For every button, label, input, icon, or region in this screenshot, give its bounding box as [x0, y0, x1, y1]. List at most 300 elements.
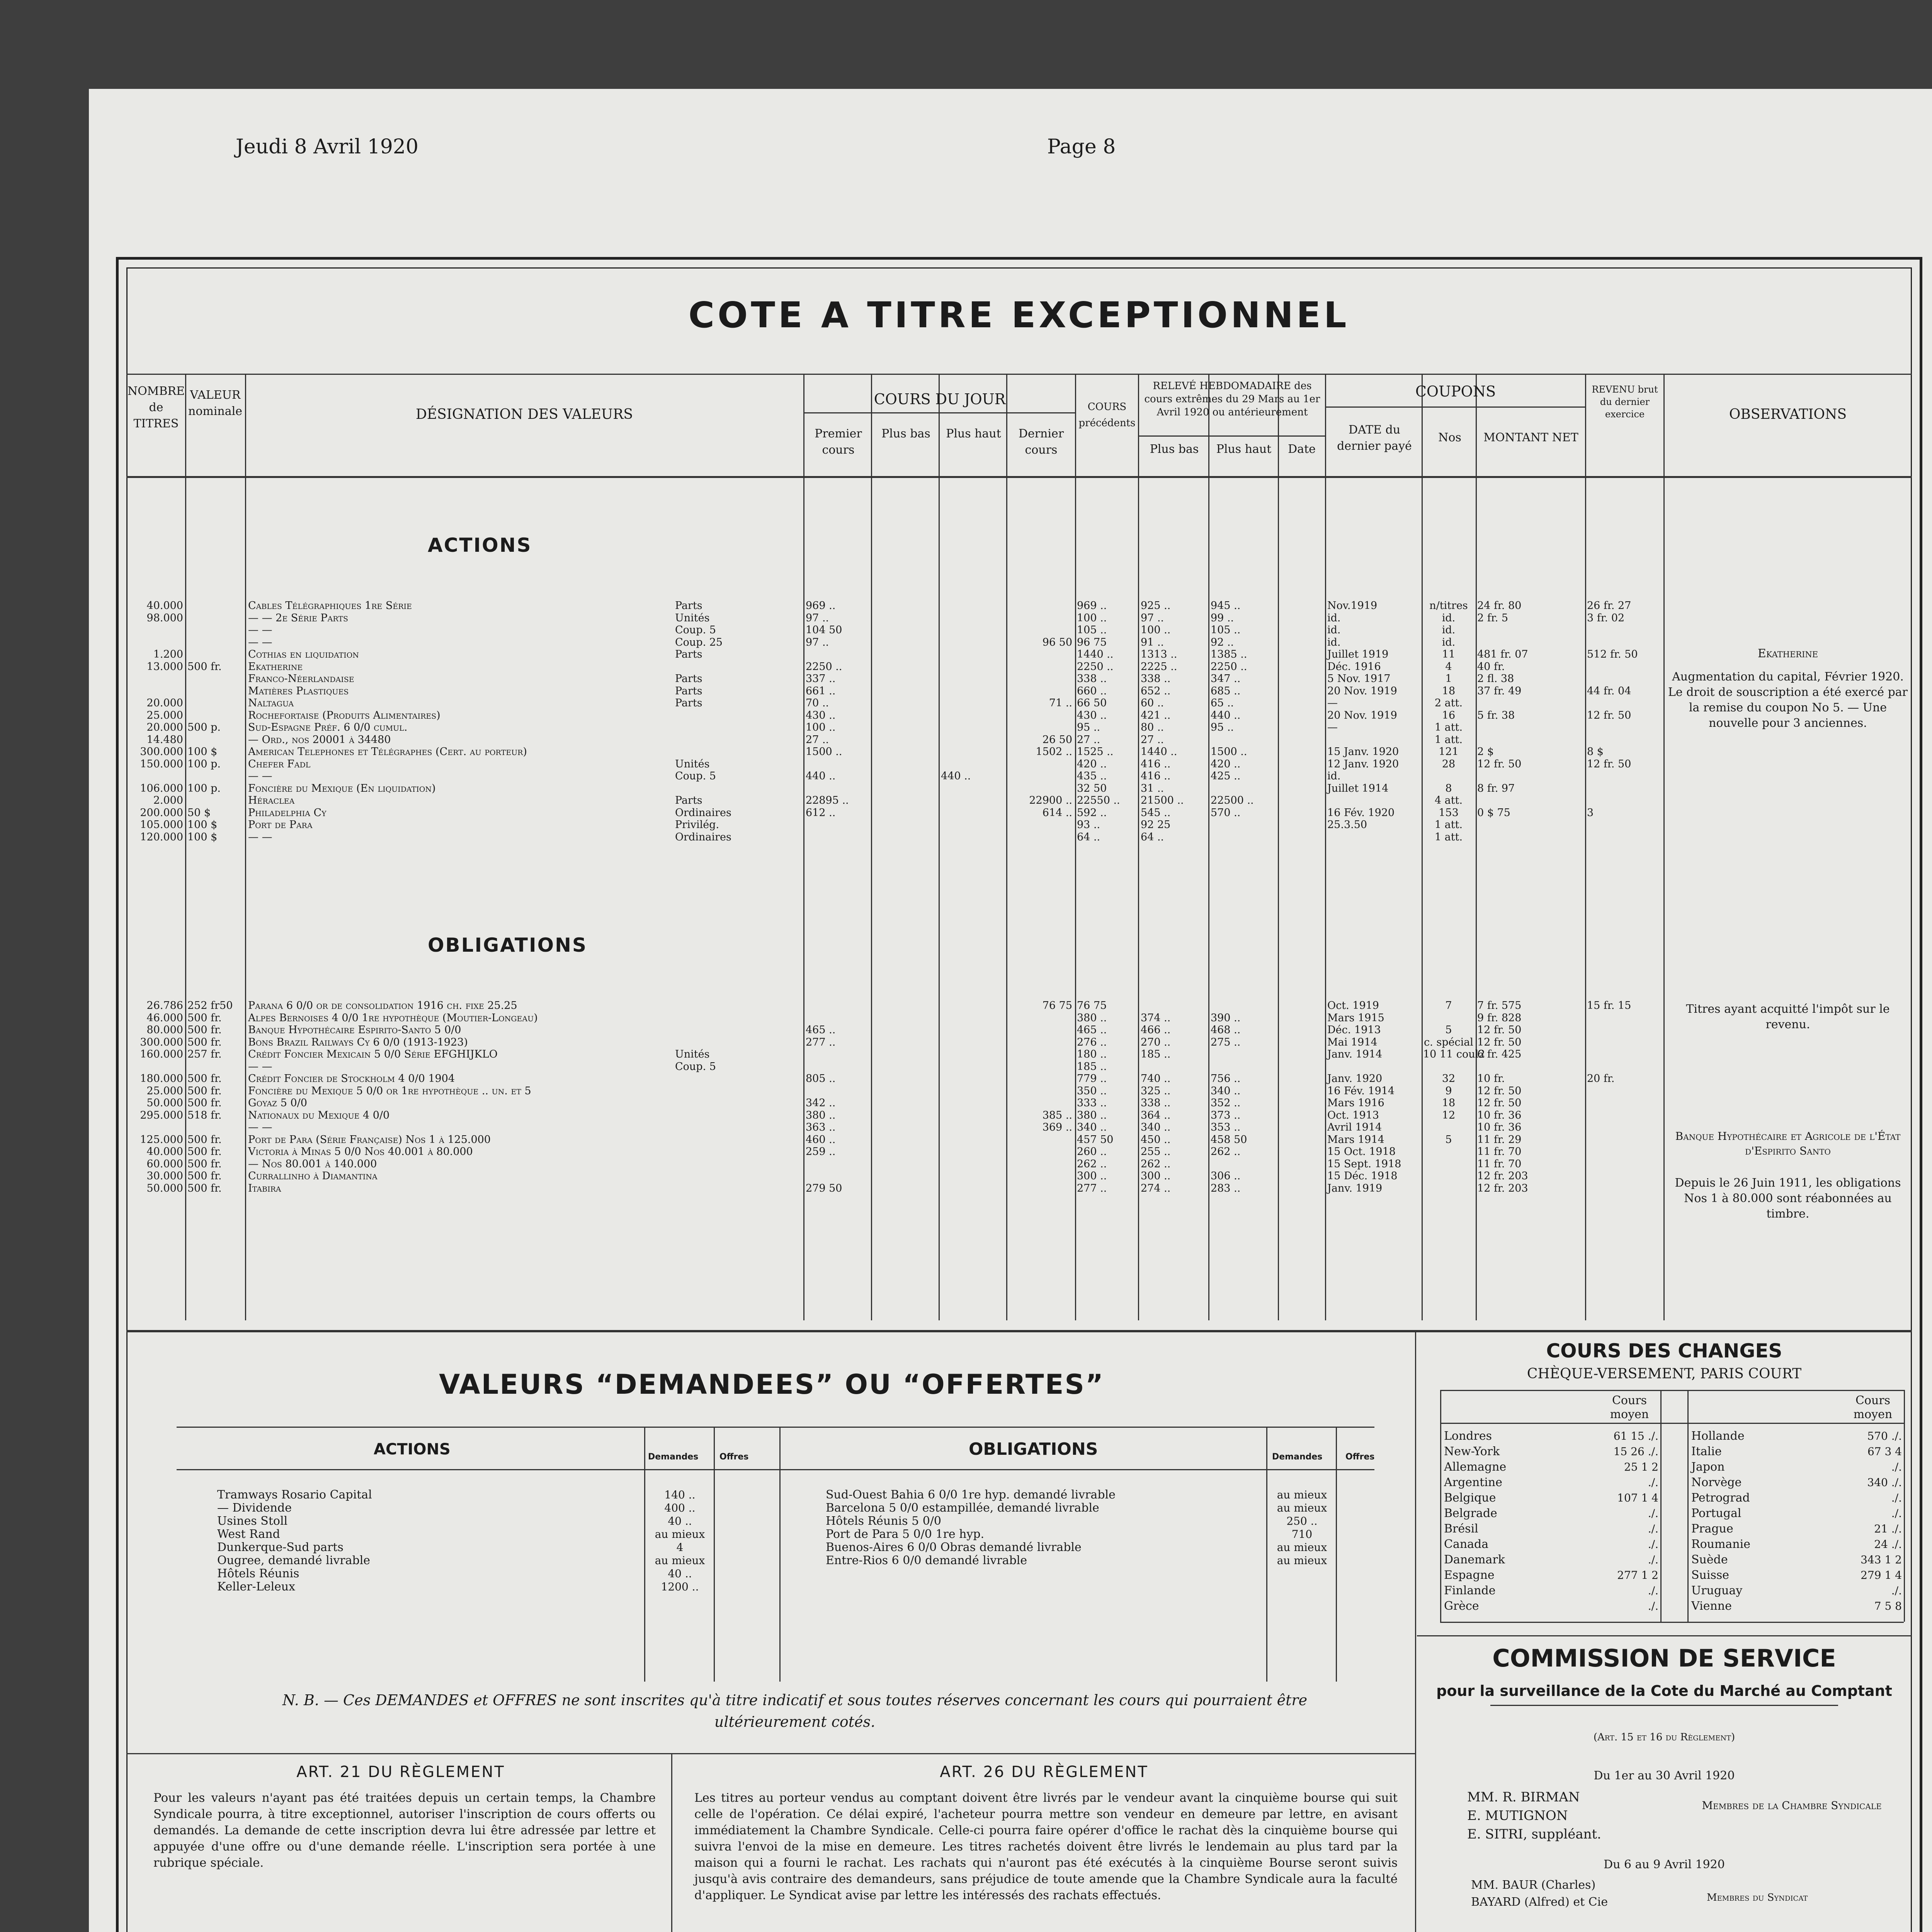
cell-u: Coup. 5	[675, 624, 716, 636]
dem-item-demande: 40 ..	[668, 1567, 692, 1580]
cell-rb: 64 ..	[1141, 831, 1164, 843]
commission-member: E. MUTIGNON	[1467, 1808, 1568, 1823]
cell-rh: 425 ..	[1211, 770, 1241, 782]
cell-n: 50.000	[146, 1182, 183, 1194]
cell-r: 12 fr. 50	[1587, 709, 1631, 721]
cell-rh: 2250 ..	[1211, 660, 1247, 673]
col-rel-date: Date	[1288, 442, 1316, 456]
cell-dt: 25.3.50	[1327, 819, 1367, 831]
col-plus-haut: Plus haut	[946, 427, 1001, 440]
cell-n: 1.200	[153, 648, 183, 660]
cell-no: 8	[1445, 782, 1452, 794]
dem-item-name: Barcelona 5 0/0 estampillée, demandé livrable	[826, 1501, 1099, 1515]
cell-m: 10 fr. 36	[1477, 1121, 1522, 1133]
cell-no: 4	[1445, 660, 1452, 673]
cell-n: 80.000	[146, 1024, 183, 1036]
cell-no: id.	[1442, 636, 1456, 648]
cell-u: Parts	[675, 673, 702, 685]
cell-n: 300.000	[140, 746, 183, 758]
cell-m: 37 fr. 49	[1477, 685, 1522, 697]
cell-no: 1 att.	[1434, 721, 1463, 733]
cell-m: 11 fr. 29	[1477, 1133, 1522, 1146]
cell-n: 295.000	[140, 1109, 183, 1121]
cell-no: n/titres	[1429, 600, 1468, 612]
cell-v: 500 fr.	[187, 1182, 222, 1194]
change-rate: ./.	[1891, 1461, 1902, 1473]
cell-r: 44 fr. 04	[1587, 685, 1631, 697]
cell-d: Chefer Fadl	[248, 758, 311, 770]
cell-rh: 105 ..	[1211, 624, 1241, 636]
cell-no: 5	[1445, 1133, 1452, 1146]
cell-p: 363 ..	[806, 1121, 836, 1133]
cell-m: 10 fr. 36	[1477, 1109, 1522, 1121]
cell-d: — —	[248, 624, 272, 636]
changes-cours-moyen-2: Cours moyen	[1853, 1394, 1893, 1421]
cell-no: 1 att.	[1434, 831, 1463, 843]
cell-d: Parana 6 0/0 or de consolidation 1916 ch. fixe 25.25	[248, 1000, 517, 1012]
cell-rb: 374 ..	[1141, 1012, 1171, 1024]
col-no: Nos	[1438, 431, 1461, 444]
change-country: Belgique	[1444, 1491, 1496, 1505]
cell-rb: 185 ..	[1141, 1048, 1171, 1060]
table-row	[119, 1024, 1664, 1036]
cell-c: 105 ..	[1077, 624, 1107, 636]
cell-dt: Janv. 1919	[1327, 1182, 1383, 1194]
cell-v: 257 fr.	[187, 1048, 222, 1060]
table-row	[119, 721, 1664, 733]
cell-p: 337 ..	[806, 673, 836, 685]
change-rate: ./.	[1891, 1492, 1902, 1504]
cell-rh: 945 ..	[1211, 600, 1241, 612]
cell-n: 25.000	[146, 1085, 183, 1097]
table-row	[119, 1012, 1664, 1024]
table-row	[119, 770, 1664, 782]
change-country: Finlande	[1444, 1584, 1496, 1597]
cell-r: 26 fr. 27	[1587, 600, 1631, 612]
commission-member: MM. R. BIRMAN	[1467, 1789, 1580, 1805]
cell-dt: —	[1327, 697, 1338, 709]
cell-c: 420 ..	[1077, 758, 1107, 770]
commission-title: COMMISSION DE SERVICE	[1492, 1644, 1836, 1672]
cell-m: 9 fr. 828	[1477, 1012, 1522, 1024]
change-country: Londres	[1444, 1429, 1492, 1443]
cell-dt: id.	[1327, 770, 1341, 782]
cell-dt: Janv. 1920	[1327, 1073, 1383, 1085]
cell-r: 12 fr. 50	[1587, 758, 1631, 770]
table-row	[119, 1170, 1664, 1182]
cell-p: 2250 ..	[806, 660, 842, 673]
cell-u: Parts	[675, 600, 702, 612]
cell-n: 25.000	[146, 709, 183, 721]
cell-rh: 262 ..	[1211, 1146, 1241, 1158]
change-rate: 279 1 4	[1861, 1569, 1902, 1582]
cell-u: Privilég.	[675, 819, 719, 831]
cell-no: 1 att.	[1434, 819, 1463, 831]
col-valeur: VALEUR nominale	[188, 388, 242, 418]
cell-rb: 21500 ..	[1141, 794, 1184, 806]
cell-no: 1 att.	[1434, 733, 1463, 746]
table-row	[119, 1097, 1664, 1109]
cell-rh: 95 ..	[1211, 721, 1234, 733]
col-cours-prec: COURS précédents	[1078, 401, 1136, 429]
table-row	[119, 624, 1664, 636]
table-row	[119, 709, 1664, 721]
dem-item-name: Keller-Leleux	[217, 1580, 296, 1594]
col-date-paye: DATE du dernier payé	[1337, 423, 1412, 453]
cell-m: 12 fr. 50	[1477, 758, 1522, 770]
cell-n: 160.000	[140, 1048, 183, 1060]
cell-no: 18	[1442, 1097, 1456, 1109]
cell-v: 500 fr.	[187, 660, 222, 673]
cell-rh: 373 ..	[1211, 1109, 1241, 1121]
dem-item-demande: au mieux	[1277, 1488, 1327, 1501]
actions-heading: ACTIONS	[428, 534, 532, 556]
cell-m: 5 fr. 38	[1477, 709, 1515, 721]
cell-n: 46.000	[146, 1012, 183, 1024]
cell-c: 1440 ..	[1077, 648, 1114, 660]
cell-rb: 450 ..	[1141, 1133, 1171, 1146]
obligations-heading: OBLIGATIONS	[428, 934, 588, 956]
cell-d: — —	[248, 636, 272, 648]
cell-dn: 71 ..	[1049, 697, 1072, 709]
cell-rh: 275 ..	[1211, 1036, 1241, 1048]
cell-dt: Déc. 1913	[1327, 1024, 1381, 1036]
cell-d: — — 2e Série Parts	[248, 612, 348, 624]
cell-p: 104 50	[806, 624, 842, 636]
cell-p: 969 ..	[806, 600, 836, 612]
cell-rb: 91 ..	[1141, 636, 1164, 648]
commission-period2: Du 6 au 9 Avril 1920	[1604, 1858, 1725, 1871]
change-country: Brésil	[1444, 1522, 1478, 1536]
header-page: Page 8	[1047, 135, 1116, 158]
change-country: Canada	[1444, 1537, 1489, 1551]
cell-c: 969 ..	[1077, 600, 1107, 612]
cell-rb: 300 ..	[1141, 1170, 1171, 1182]
cell-rb: 416 ..	[1141, 770, 1171, 782]
table-row	[119, 612, 1664, 624]
cell-dt: Juillet 1919	[1327, 648, 1389, 660]
cell-p: 380 ..	[806, 1109, 836, 1121]
cell-d: Currallinho à Diamantina	[248, 1170, 378, 1182]
change-rate: ./.	[1648, 1507, 1658, 1520]
dem-item-demande: 140 ..	[664, 1488, 696, 1501]
cell-m: 12 fr. 50	[1477, 1097, 1522, 1109]
cell-rb: 27 ..	[1141, 733, 1164, 746]
cell-dt: 5 Nov. 1917	[1327, 673, 1391, 685]
cell-dt: 16 Fév. 1920	[1327, 806, 1395, 819]
cell-rb: 545 ..	[1141, 806, 1171, 819]
table-row	[119, 746, 1664, 758]
changes-cours-moyen-1: Cours moyen	[1610, 1394, 1649, 1421]
cell-no: 16	[1442, 709, 1456, 721]
cell-rb: 80 ..	[1141, 721, 1164, 733]
cell-v: 100 $	[187, 746, 218, 758]
cell-dt: Oct. 1919	[1327, 1000, 1379, 1012]
cell-rb: 100 ..	[1141, 624, 1171, 636]
cell-n: 30.000	[146, 1170, 183, 1182]
table-row	[119, 819, 1664, 831]
change-country: Petrograd	[1691, 1491, 1750, 1505]
change-country: Belgrade	[1444, 1507, 1497, 1520]
change-rate: 277 1 2	[1617, 1569, 1658, 1582]
change-rate: ./.	[1648, 1538, 1658, 1551]
dem-item-demande: au mieux	[1277, 1502, 1327, 1514]
cell-rb: 416 ..	[1141, 758, 1171, 770]
cell-no: 18	[1442, 685, 1456, 697]
table-row	[119, 648, 1664, 660]
change-rate: 570 ./.	[1867, 1430, 1902, 1442]
cell-rb: 255 ..	[1141, 1146, 1171, 1158]
cell-c: 64 ..	[1077, 831, 1100, 843]
change-rate: 24 ./.	[1874, 1538, 1902, 1551]
cell-v: 252 fr50	[187, 1000, 233, 1012]
cell-c: 100 ..	[1077, 612, 1107, 624]
dem-item-name: Entre-Rios 6 0/0 demandé livrable	[826, 1554, 1027, 1567]
cell-r: 3 fr. 02	[1587, 612, 1625, 624]
cell-c: 96 75	[1077, 636, 1107, 648]
change-rate: ./.	[1891, 1584, 1902, 1597]
col-revenu: REVENU brut du dernier exercice	[1592, 384, 1658, 420]
dem-actions-label: ACTIONS	[374, 1440, 451, 1458]
cell-m: 2 fl. 38	[1477, 673, 1514, 685]
cell-c: 340 ..	[1077, 1121, 1107, 1133]
cell-c: 1525 ..	[1077, 746, 1114, 758]
change-rate: ./.	[1648, 1476, 1658, 1489]
cell-d: Port de Para (Série Française) Nos 1 à 125.000	[248, 1133, 491, 1146]
cell-rh: 420 ..	[1211, 758, 1241, 770]
change-rate: 25 1 2	[1624, 1461, 1658, 1473]
cell-rb: 97 ..	[1141, 612, 1164, 624]
change-country: Norvège	[1691, 1476, 1742, 1489]
dem-item-demande: 4	[676, 1541, 684, 1554]
cell-dt: 12 Janv. 1920	[1327, 758, 1399, 770]
cell-d: Rochefortaise (Produits Alimentaires)	[248, 709, 440, 721]
table-row	[119, 685, 1664, 697]
cell-n: 20.000	[146, 721, 183, 733]
cell-c: 380 ..	[1077, 1109, 1107, 1121]
cell-m: 6 fr. 425	[1477, 1048, 1522, 1060]
col-rel-haut: Plus haut	[1216, 442, 1272, 456]
dem-item-name: Hôtels Réunis	[217, 1567, 299, 1580]
table-row	[119, 758, 1664, 770]
cell-d: Victoria à Minas 5 0/0 Nos 40.001 à 80.000	[248, 1146, 473, 1158]
dem-item-demande: 1200 ..	[661, 1580, 699, 1593]
cell-rb: 925 ..	[1141, 600, 1171, 612]
table-row	[119, 1073, 1664, 1085]
cell-rb: 274 ..	[1141, 1182, 1171, 1194]
table-row	[119, 1061, 1664, 1073]
cell-dt: Juillet 1914	[1327, 782, 1389, 794]
cell-v: 500 fr.	[187, 1085, 222, 1097]
change-rate: 7 5 8	[1874, 1600, 1902, 1612]
cell-u: Unités	[675, 1048, 710, 1060]
cell-m: 8 fr. 97	[1477, 782, 1515, 794]
cell-rb: 325 ..	[1141, 1085, 1171, 1097]
cell-d: Bons Brazil Railways Cy 6 0/0 (1913-1923)	[248, 1036, 468, 1048]
cell-m: 12 fr. 50	[1477, 1024, 1522, 1036]
cell-rh: 352 ..	[1211, 1097, 1241, 1109]
cell-m: 11 fr. 70	[1477, 1158, 1522, 1170]
dem-item-name: West Rand	[217, 1527, 280, 1541]
commission-role1: Membres de la Chambre Syndicale	[1702, 1799, 1882, 1812]
change-country: Suisse	[1691, 1568, 1730, 1582]
cell-c: 93 ..	[1077, 819, 1100, 831]
table-row	[119, 1134, 1664, 1146]
obs-ekatherine-text: Augmentation du capital, Février 1920. Le droit de souscription a été exercé par la remise du coupon No 5. — Une nouvelle pour 3 anciennes.	[1668, 670, 1908, 730]
cell-no: 121	[1439, 746, 1459, 758]
cell-dt: id.	[1327, 636, 1341, 648]
cell-no: 5	[1445, 1024, 1452, 1036]
cell-rb: 92 25	[1141, 819, 1171, 831]
cell-rh: 570 ..	[1211, 806, 1241, 819]
cell-dn: 614 ..	[1042, 806, 1072, 819]
dem-item-demande: 710	[1291, 1528, 1313, 1541]
change-rate: 67 3 4	[1867, 1445, 1902, 1458]
cell-d: — —	[248, 1060, 272, 1073]
cell-rb: 1440 ..	[1141, 746, 1177, 758]
table-subheader-line	[1138, 435, 1325, 437]
dem-item-demande: 250 ..	[1286, 1515, 1318, 1527]
dem-item-name: — Dividende	[217, 1501, 292, 1515]
cell-p: 342 ..	[806, 1097, 836, 1109]
cell-rb: 338 ..	[1141, 673, 1171, 685]
cell-no: 32	[1442, 1073, 1456, 1085]
cell-p: 430 ..	[806, 709, 836, 721]
dem-obligations-label: OBLIGATIONS	[969, 1439, 1098, 1459]
dem-offres-1: Offres	[719, 1452, 749, 1462]
cell-dt: 15 Sept. 1918	[1327, 1158, 1401, 1170]
cell-n: 120.000	[140, 831, 183, 843]
cell-rh: 458 50	[1211, 1133, 1247, 1146]
cell-n: 98.000	[146, 612, 183, 624]
cell-m: 24 fr. 80	[1477, 600, 1522, 612]
cell-v: 500 fr.	[187, 1146, 222, 1158]
cell-c: 779 ..	[1077, 1073, 1107, 1085]
cell-p: 70 ..	[806, 697, 829, 709]
cell-dt: 20 Nov. 1919	[1327, 709, 1397, 721]
cell-dt: 16 Fév. 1914	[1327, 1085, 1395, 1097]
cell-r: 512 fr. 50	[1587, 648, 1638, 660]
cell-rb: 421 ..	[1141, 709, 1171, 721]
change-country: Japon	[1691, 1460, 1725, 1474]
cell-v: 518 fr.	[187, 1109, 222, 1121]
cell-m: 7 fr. 575	[1477, 1000, 1522, 1012]
col-cours-jour: COURS DU JOUR	[874, 391, 1006, 408]
change-country: Espagne	[1444, 1568, 1495, 1582]
cell-p: 100 ..	[806, 721, 836, 733]
cell-n: 40.000	[146, 600, 183, 612]
cell-c: 262 ..	[1077, 1158, 1107, 1170]
dem-item-demande: au mieux	[1277, 1541, 1327, 1554]
cell-n: 2.000	[153, 794, 183, 806]
cell-u: Parts	[675, 648, 702, 660]
cell-d: Ekatherine	[248, 660, 303, 673]
cell-p: 97 ..	[806, 612, 829, 624]
cell-dt: 15 Oct. 1918	[1327, 1146, 1396, 1158]
cell-m: 11 fr. 70	[1477, 1146, 1522, 1158]
cell-d: Banque Hypothécaire Espirito-Santo 5 0/0	[248, 1024, 461, 1036]
cell-v: 500 fr.	[187, 1073, 222, 1085]
obs-banque-text: Depuis le 26 Juin 1911, les obligations Nos 1 à 80.000 sont réabonnées au timbre.	[1675, 1176, 1901, 1221]
cell-rb: 31 ..	[1141, 782, 1164, 794]
cell-rb: 652 ..	[1141, 685, 1171, 697]
change-country: New-York	[1444, 1445, 1500, 1458]
commission-subtitle: pour la surveillance de la Cote du Marché au Comptant	[1436, 1682, 1892, 1699]
commission-members1	[1467, 1788, 1601, 1844]
cell-c: 300 ..	[1077, 1170, 1107, 1182]
cell-dt: Avril 1914	[1327, 1121, 1382, 1133]
dem-item-name: Buenos-Aires 6 0/0 Obras demandé livrable	[826, 1541, 1082, 1554]
table-row	[119, 1036, 1664, 1048]
cell-p: 440 ..	[806, 770, 836, 782]
cell-d: Foncière du Mexique (En liquidation)	[248, 782, 436, 794]
change-rate: 343 1 2	[1861, 1553, 1902, 1566]
cell-u: Parts	[675, 794, 702, 806]
cell-c: 260 ..	[1077, 1146, 1107, 1158]
cell-dt: id.	[1327, 624, 1341, 636]
obs-banque-title: Banque Hypothécaire et Agricole de l'État d'Espirito Santo	[1675, 1130, 1901, 1157]
cell-u: Coup. 5	[675, 1060, 716, 1073]
cell-v: 100 $	[187, 819, 218, 831]
cell-p: 805 ..	[806, 1073, 836, 1085]
cell-n: 106.000	[140, 782, 183, 794]
cell-u: Coup. 5	[675, 770, 716, 782]
cell-v: 50 $	[187, 806, 211, 819]
change-country: Italie	[1691, 1445, 1722, 1458]
cell-dt: 20 Nov. 1919	[1327, 685, 1397, 697]
cell-v: 500 fr.	[187, 1170, 222, 1182]
cell-n: 200.000	[140, 806, 183, 819]
dem-item-demande: 400 ..	[664, 1502, 696, 1514]
cell-u: Unités	[675, 612, 710, 624]
change-country: Argentine	[1444, 1476, 1503, 1489]
change-country: Suède	[1691, 1553, 1728, 1566]
cell-rh: 92 ..	[1211, 636, 1234, 648]
cell-dt: 15 Janv. 1920	[1327, 746, 1399, 758]
table-row	[119, 782, 1664, 794]
cell-d: Sud-Espagne Préf. 6 0/0 cumul.	[248, 721, 408, 733]
table-row	[119, 661, 1664, 673]
cell-p: 97 ..	[806, 636, 829, 648]
cell-n: 26.786	[146, 1000, 183, 1012]
col-observations: OBSERVATIONS	[1729, 406, 1847, 422]
cell-d: — —	[248, 831, 272, 843]
cell-p: 460 ..	[806, 1133, 836, 1146]
cell-r: 3	[1587, 806, 1594, 819]
change-rate: ./.	[1891, 1507, 1902, 1520]
cell-dn: 22900 ..	[1029, 794, 1072, 806]
cell-d: Naltagua	[248, 697, 294, 709]
cell-no: 4 att.	[1434, 794, 1463, 806]
art26-title: ART. 26 DU RÈGLEMENT	[940, 1763, 1148, 1781]
cell-c: 276 ..	[1077, 1036, 1107, 1048]
cell-rh: 440 ..	[1211, 709, 1241, 721]
change-rate: 21 ./.	[1874, 1522, 1902, 1535]
dem-demandes-2: Demandes	[1272, 1452, 1323, 1462]
cell-c: 32 50	[1077, 782, 1107, 794]
cell-p: 22895 ..	[806, 794, 849, 806]
col-rel-bas: Plus bas	[1150, 442, 1199, 456]
cell-d: — —	[248, 1121, 272, 1133]
cell-no: 2 att.	[1434, 697, 1463, 709]
cell-u: Unités	[675, 758, 710, 770]
cell-dt: Nov.1919	[1327, 600, 1378, 612]
cell-u: Parts	[675, 697, 702, 709]
cell-m: 12 fr. 203	[1477, 1182, 1528, 1194]
cell-no: id.	[1442, 624, 1456, 636]
table-row	[119, 1085, 1664, 1097]
dem-item-name: Sud-Ouest Bahia 6 0/0 1re hyp. demandé livrable	[826, 1488, 1116, 1502]
